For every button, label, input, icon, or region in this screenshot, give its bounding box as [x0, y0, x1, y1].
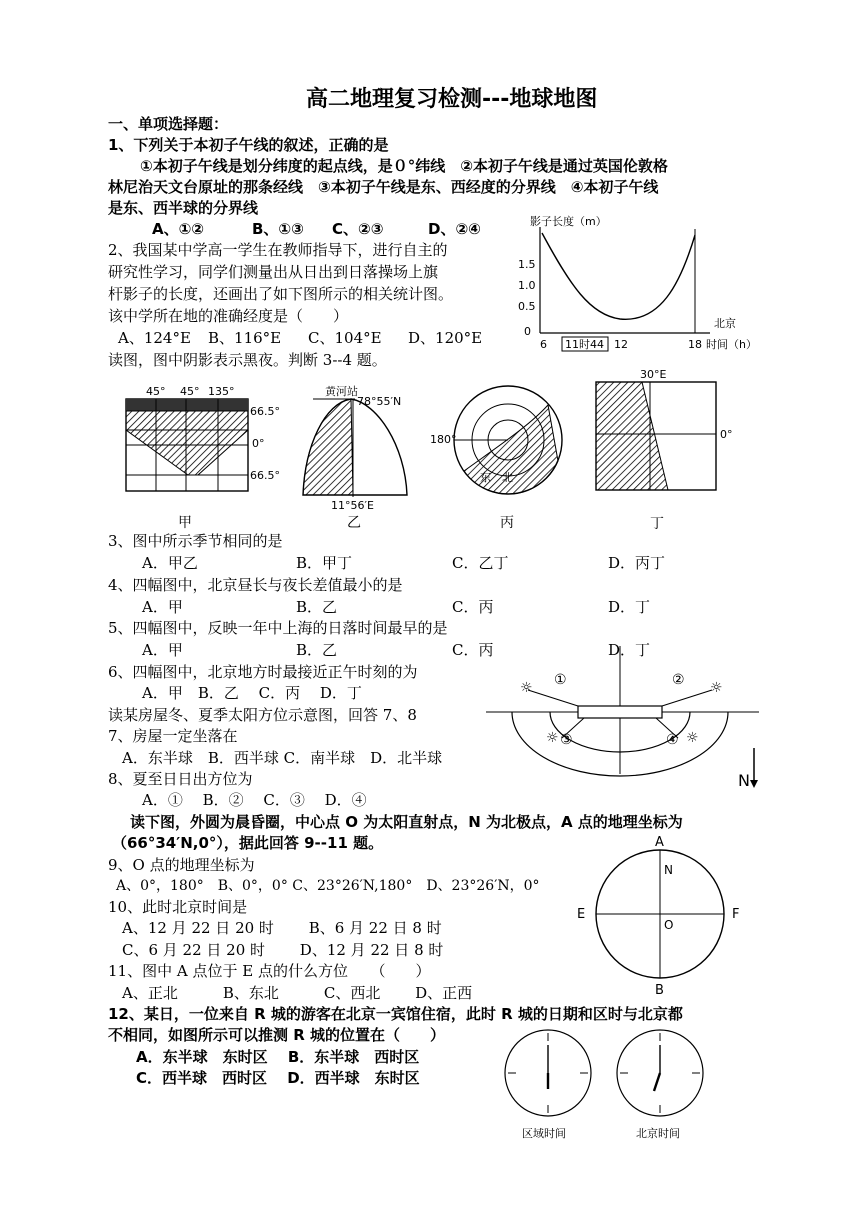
ytick-0.5: 0.5	[518, 300, 536, 313]
q2-option-c: C、104°E	[308, 329, 382, 347]
page-title: 高二地理复习检测---地球地图	[306, 87, 598, 112]
svg-text:0°: 0°	[720, 428, 733, 441]
q12-line1: 12、某日，一位来自 R 城的游客在北京一宾馆住宿，此时 R 城的日期和区时与北京都	[108, 1005, 683, 1023]
figure-yi	[295, 385, 435, 530]
time-box-label: 11时44	[565, 338, 604, 351]
point-f: F	[732, 907, 740, 922]
q4-option-d: D．丁	[608, 598, 651, 616]
marker-4: ④	[666, 732, 679, 748]
chart-xlabel: 时间（h）	[706, 338, 757, 351]
q1-line3: 是东、西半球的分界线	[108, 199, 259, 217]
svg-text:45°: 45°	[180, 385, 200, 398]
house-rect	[578, 706, 662, 718]
figure-jia-label: 甲	[178, 515, 192, 531]
svg-text:135°: 135°	[208, 385, 235, 398]
region-time-label: 区域时间	[522, 1127, 566, 1140]
q5-option-d: D．丁	[608, 641, 651, 659]
q11-stem: 11、图中 A 点位于 E 点的什么方位 （ ）	[108, 962, 431, 980]
q2-option-d: D、120°E	[408, 329, 483, 347]
q78-intro: 读某房屋冬、夏季太阳方位示意图，回答 7、8	[108, 706, 417, 724]
marker-3: ③	[560, 732, 573, 748]
q7-options: A．东半球 B．西半球 C．南半球 D．北半球	[122, 749, 443, 767]
sun-icon: ☼	[520, 680, 533, 696]
svg-text:东 北: 东 北	[480, 471, 513, 484]
q12-line2: 不相同，如图所示可以推测 R 城的位置在（ ）	[108, 1026, 445, 1044]
q1-line1: ①本初子午线是划分纬度的起点线，是０°纬线 ②本初子午线是通过英国伦敦格	[140, 157, 668, 175]
q1-option-b: B、①③	[252, 220, 304, 238]
q3-option-a: A．甲乙	[142, 554, 198, 572]
q1-line2: 林尼治天文台原址的那条经线 ③本初子午线是东、西经度的分界线 ④本初子午线	[108, 178, 659, 196]
q7-stem: 7、房屋一定坐落在	[108, 727, 238, 745]
north-arrow-icon	[750, 780, 758, 788]
q4-option-a: A．甲	[142, 598, 183, 616]
figure-bing-label: 丙	[500, 515, 514, 531]
xtick-18: 18	[688, 338, 702, 351]
svg-text:黄河站: 黄河站	[325, 385, 358, 398]
ytick-1.0: 1.0	[518, 279, 536, 292]
xtick-12: 12	[614, 338, 628, 351]
q3-stem: 3、图中所示季节相同的是	[108, 532, 283, 550]
q2-option-b: B、116°E	[208, 329, 282, 347]
q10-stem: 10、此时北京时间是	[108, 898, 248, 916]
svg-text:45°: 45°	[146, 385, 166, 398]
q5-stem: 5、四幅图中，反映一年中上海的日落时间最早的是	[108, 619, 448, 637]
q5-option-a: A．甲	[142, 641, 183, 659]
region-clock-icon	[505, 1030, 591, 1116]
section-heading: 一、单项选择题：	[108, 115, 229, 133]
beijing-time-label: 北京时间	[636, 1127, 680, 1140]
q3-option-c: C．乙丁	[452, 554, 509, 572]
q2-line4: 该中学所在地的准确经度是（ ）	[108, 307, 349, 325]
q3-option-d: D．丙丁	[608, 554, 666, 572]
q6-stem: 6、四幅图中，北京地方时最接近正午时刻的为	[108, 663, 418, 681]
point-n: N	[664, 863, 673, 877]
q8-stem: 8、夏至日日出方位为	[108, 770, 253, 788]
sun-icon: ☼	[686, 730, 699, 746]
q5-option-b: B．乙	[296, 641, 338, 659]
beijing-clock-icon	[617, 1030, 703, 1116]
q1-stem: 1、下列关于本初子午线的叙述，正确的是	[108, 136, 389, 154]
figure-ding	[592, 368, 742, 532]
sun-icon: ☼	[546, 730, 559, 746]
q3-option-b: B．甲丁	[296, 554, 353, 572]
q12-options-2: C．西半球 西时区 D．西半球 东时区	[136, 1069, 420, 1087]
svg-text:180°: 180°	[430, 433, 457, 446]
point-e: E	[577, 907, 586, 922]
terminator-circle-figure	[572, 834, 772, 998]
marker-2: ②	[672, 672, 685, 688]
q9-stem: 9、O 点的地理坐标为	[108, 856, 255, 874]
svg-text:30°E: 30°E	[640, 368, 667, 381]
figure-bing	[430, 385, 570, 530]
svg-text:78°55′N: 78°55′N	[357, 395, 402, 408]
q4-option-b: B．乙	[296, 598, 338, 616]
north-label: N	[738, 771, 750, 790]
sun-icon: ☼	[710, 680, 723, 696]
clocks-figure	[500, 1025, 720, 1145]
q10-options-1: A、12 月 22 日 20 时 B、6 月 22 日 8 时	[122, 919, 442, 937]
q2-option-a: A、124°E	[118, 329, 191, 347]
q34-intro: 读图，图中阴影表示黑夜。判断 3--4 题。	[108, 351, 387, 369]
marker-1: ①	[554, 672, 567, 688]
svg-text:11°56′E: 11°56′E	[331, 499, 374, 512]
shadow-curve	[542, 233, 695, 319]
xtick-6: 6	[540, 338, 547, 351]
q5-option-c: C．丙	[452, 641, 494, 659]
sun-position-figure	[484, 646, 764, 796]
chart-ylabel: 影子长度（m）	[530, 215, 607, 228]
q12-options-1: A．东半球 东时区 B．东半球 西时区	[136, 1048, 420, 1066]
svg-text:66.5°: 66.5°	[250, 405, 280, 418]
q1-option-a: A、①②	[152, 220, 205, 238]
figure-ding-label: 丁	[650, 516, 664, 532]
ytick-0: 0	[524, 325, 531, 338]
point-a: A	[655, 835, 664, 850]
shadow-length-chart	[510, 215, 757, 355]
beijing-label: 北京	[714, 317, 736, 330]
q911-intro-line1: 读下图，外圆为晨昏圈，中心点 O 为太阳直射点，N 为北极点，A 点的地理坐标为	[130, 813, 683, 831]
point-b: B	[655, 983, 664, 998]
q4-stem: 4、四幅图中，北京昼长与夜长差值最小的是	[108, 576, 403, 594]
ytick-1.5: 1.5	[518, 258, 536, 271]
q2-line3: 杆影子的长度，还画出了如下图所示的相关统计图。	[108, 285, 454, 303]
q10-options-2: C、6 月 22 日 20 时 D、12 月 22 日 8 时	[122, 941, 444, 959]
q1-option-d: D、②④	[428, 220, 481, 238]
q8-options: A．① B．② C．③ D．④	[142, 791, 367, 809]
q4-option-c: C．丙	[452, 598, 494, 616]
figure-jia	[122, 385, 280, 531]
q2-line1: 2、我国某中学高一学生在教师指导下，进行自主的	[108, 241, 448, 259]
q11-options: A、正北 B、东北 C、西北 D、正西	[122, 984, 473, 1002]
q2-line2: 研究性学习，同学们测量出从日出到日落操场上旗	[108, 263, 439, 281]
q1-option-c: C、②③	[332, 220, 384, 238]
q911-intro-line2: （66°34′N,0°），据此回答 9--11 题。	[112, 834, 384, 852]
q6-options: A．甲 B．乙 C．丙 D．丁	[142, 684, 362, 702]
svg-text:0°: 0°	[252, 437, 265, 450]
q9-options: A、0°，180° B、0°，0° C、23°26′N,180° D、23°26′N，0°	[116, 878, 540, 894]
point-o: O	[664, 918, 674, 932]
figure-yi-label: 乙	[347, 515, 361, 531]
svg-text:66.5°: 66.5°	[250, 469, 280, 482]
